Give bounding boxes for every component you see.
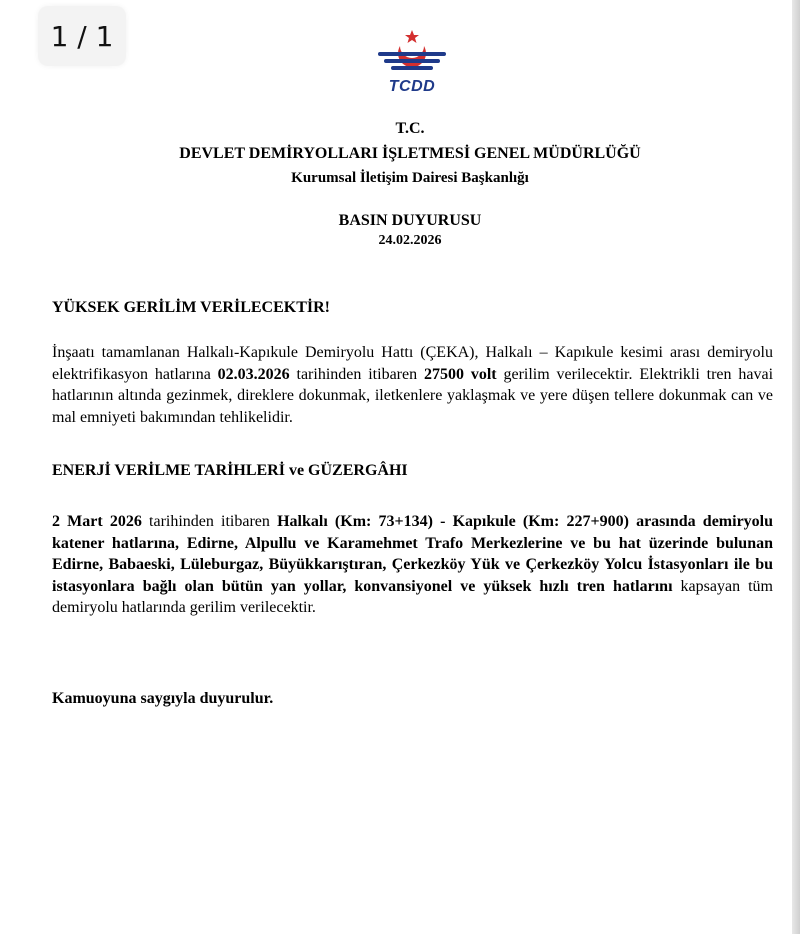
notice-type: BASIN DUYURUSU	[338, 212, 482, 229]
paragraph-1-text: İnşaatı tamamlanan Halkalı-Kapıkule Demiryolu Hattı (ÇEKA), Halkalı – Kapıkule kesimi arası demiryolu elektrifikasyon hatlarına	[52, 344, 773, 383]
tcdd-logo	[374, 26, 450, 98]
scroll-edge	[792, 0, 800, 934]
paragraph-1-text: tarihinden itibaren	[289, 365, 424, 383]
section-title: ENERJİ VERİLME TARİHLERİ ve GÜZERGÂHI	[52, 462, 408, 479]
country-label: T.C.	[395, 120, 425, 137]
paragraph-1	[52, 342, 773, 428]
energize-date: 02.03.2026	[217, 365, 290, 383]
headline: YÜKSEK GERİLİM VERİLECEKTİR!	[52, 299, 330, 316]
organization-name: DEVLET DEMİRYOLLARI İŞLETMESİ GENEL MÜDÜRLÜĞÜ	[179, 145, 641, 162]
department-name: Kurumsal İletişim Dairesi Başkanlığı	[291, 170, 529, 186]
paragraph-2	[52, 511, 773, 619]
paragraph-2-text: tarihinden itibaren	[141, 513, 278, 530]
route-description: Halkalı (Km: 73+134) - Kapıkule (Km: 227+900) arasında demiryolu katener hatlarına, Edirne, Alpullu ve Karamehmet Trafo Merkezlerine ve bu hat üzerinde bulunan Edirne, Babaeski, Lüleburgaz, Büyükkarıştıran, Çerkezköy Yük ve Çerkezköy Yolcu İstasyonları ile bu istasyonlara bağlı olan bütün yan yollar, konvansiyonel ve yüksek hızlı tren hatlarını	[52, 513, 774, 595]
notice-date: 24.02.2026	[378, 233, 442, 248]
crescent-wings-icon	[374, 26, 450, 78]
paragraph-2-text: kapsayan tüm demiryolu hatlarında gerilim verilecektir.	[52, 577, 774, 616]
closing-statement: Kamuoyuna saygıyla duyurulur.	[52, 690, 274, 707]
page-indicator: 1 / 1	[38, 6, 126, 66]
route-date: 2 Mart 2026	[52, 513, 142, 530]
voltage-value: 27500 volt	[423, 365, 497, 383]
logo-text: TCDD	[388, 78, 436, 95]
paragraph-1-text: gerilim verilecektir. Elektrikli tren havai hatlarının altında gezinmek, direklere dokunmak, iletkenlere yaklaşmak ve yere düşen tellere dokunmak can ve mal emniyeti bakımından tehlikelidir.	[52, 365, 774, 426]
